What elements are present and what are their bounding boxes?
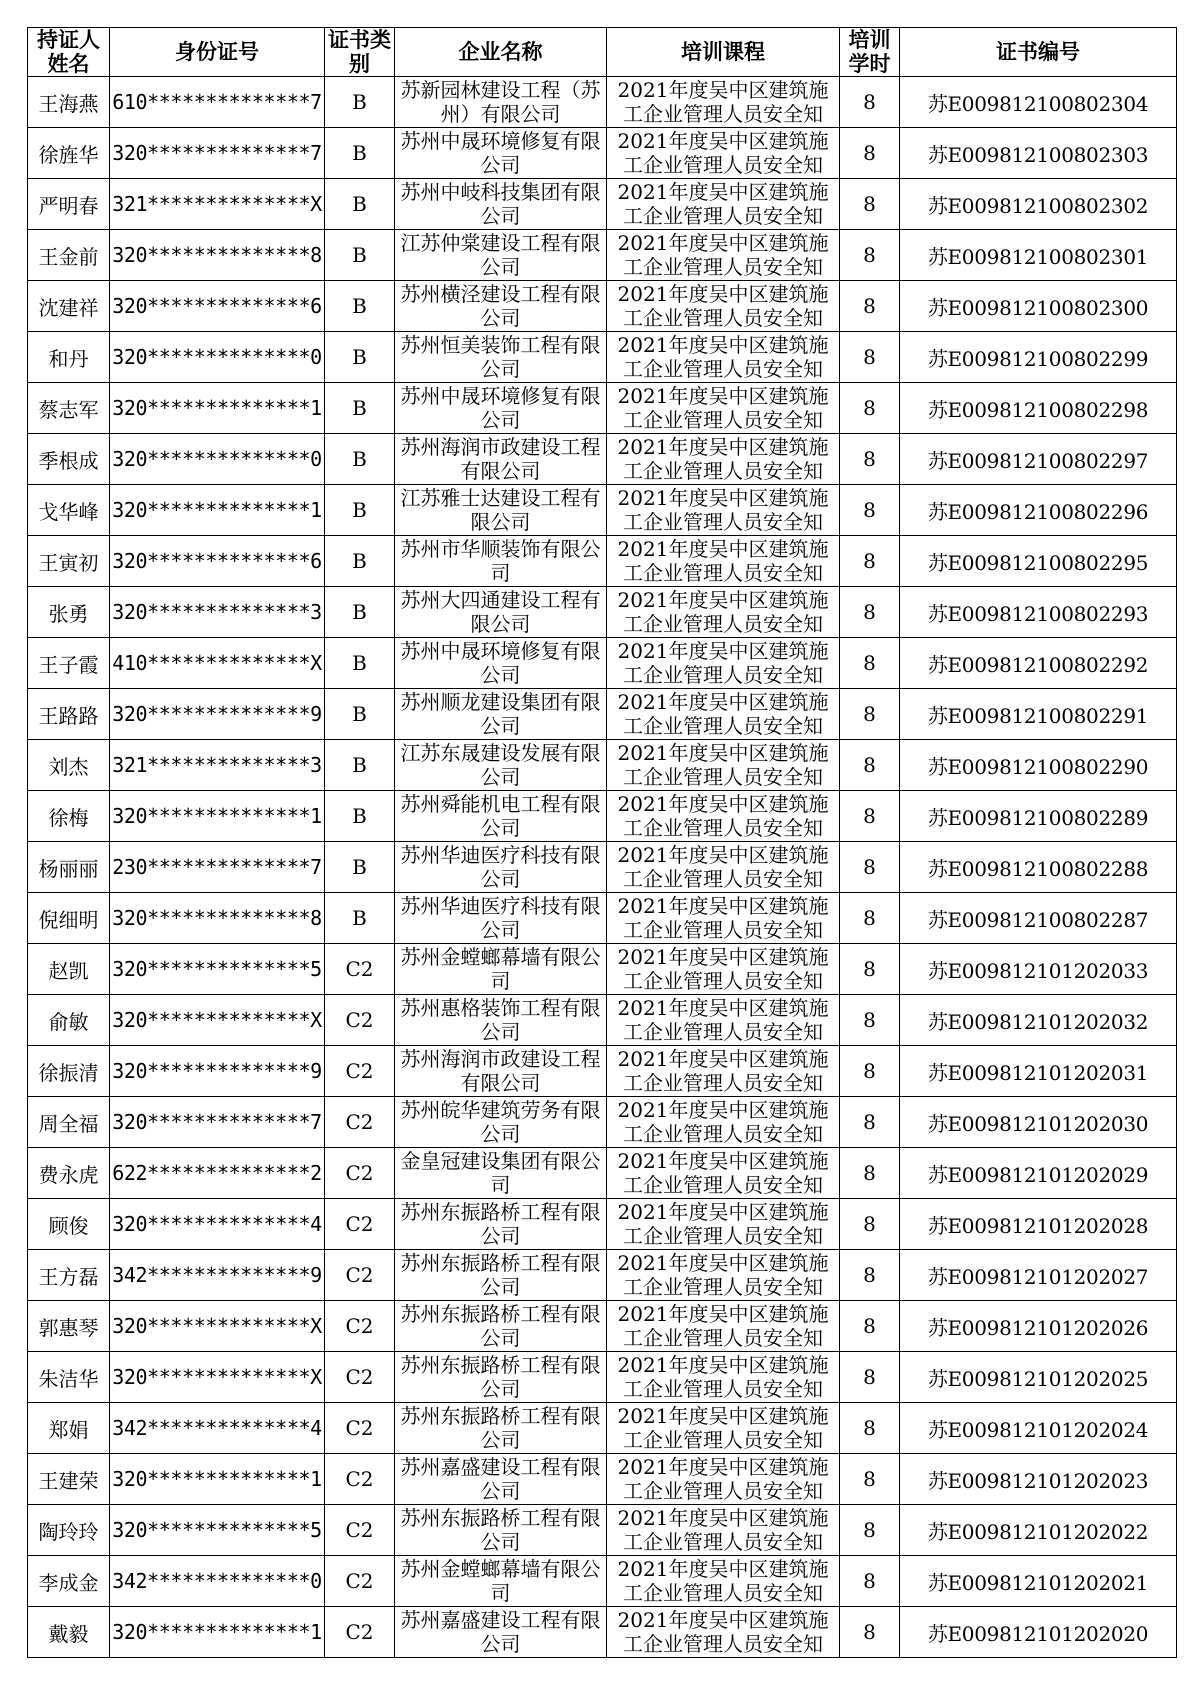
- cert-number-cell: 苏E009812100802301: [900, 230, 1177, 281]
- id-number-cell: 320**************1: [110, 383, 325, 434]
- course-cell: 2021年度吴中区建筑施工企业管理人员安全知: [607, 485, 840, 536]
- cert-type-cell: B: [325, 77, 395, 128]
- id-number-cell: 320**************1: [110, 485, 325, 536]
- course-cell: 2021年度吴中区建筑施工企业管理人员安全知: [607, 1250, 840, 1301]
- id-number-cell: 320**************1: [110, 1607, 325, 1658]
- hours-cell: 8: [840, 485, 900, 536]
- cert-number-cell: 苏E009812101202020: [900, 1607, 1177, 1658]
- cert-number-cell: 苏E009812101202026: [900, 1301, 1177, 1352]
- header-cert-type: 证书类别: [325, 28, 395, 77]
- cert-number-cell: 苏E009812100802297: [900, 434, 1177, 485]
- header-row: [28, 28, 1177, 77]
- cert-type-cell: B: [325, 689, 395, 740]
- holder-name-cell: 严明春: [28, 179, 110, 230]
- holder-name-cell: 王金前: [28, 230, 110, 281]
- course-cell: 2021年度吴中区建筑施工企业管理人员安全知: [607, 1505, 840, 1556]
- cert-number-cell: 苏E009812101202033: [900, 944, 1177, 995]
- holder-name-cell: 陶玲玲: [28, 1505, 110, 1556]
- holder-name-cell: 张勇: [28, 587, 110, 638]
- id-number-cell: 622**************2: [110, 1148, 325, 1199]
- cert-number-cell: 苏E009812101202027: [900, 1250, 1177, 1301]
- company-cell: 苏州横泾建设工程有限公司: [395, 281, 607, 332]
- course-cell: 2021年度吴中区建筑施工企业管理人员安全知: [607, 1148, 840, 1199]
- hours-cell: 8: [840, 281, 900, 332]
- id-number-cell: 320**************1: [110, 791, 325, 842]
- cert-type-cell: C2: [325, 1199, 395, 1250]
- cert-number-cell: 苏E009812100802291: [900, 689, 1177, 740]
- cert-type-cell: C2: [325, 1505, 395, 1556]
- id-number-cell: 320**************6: [110, 536, 325, 587]
- id-number-cell: 320**************4: [110, 1199, 325, 1250]
- table-row: [28, 1556, 1177, 1607]
- company-cell: 苏州海润市政建设工程有限公司: [395, 434, 607, 485]
- cert-type-cell: C2: [325, 1301, 395, 1352]
- hours-cell: 8: [840, 1454, 900, 1505]
- id-number-cell: 320**************8: [110, 893, 325, 944]
- cert-type-cell: C2: [325, 1352, 395, 1403]
- table-row: [28, 791, 1177, 842]
- header-holder-name: 持证人姓名: [28, 28, 110, 77]
- course-cell: 2021年度吴中区建筑施工企业管理人员安全知: [607, 791, 840, 842]
- hours-cell: 8: [840, 1505, 900, 1556]
- table-row: [28, 536, 1177, 587]
- cert-type-cell: B: [325, 230, 395, 281]
- course-cell: 2021年度吴中区建筑施工企业管理人员安全知: [607, 1301, 840, 1352]
- table-row: [28, 383, 1177, 434]
- hours-cell: 8: [840, 179, 900, 230]
- holder-name-cell: 倪细明: [28, 893, 110, 944]
- cert-number-cell: 苏E009812101202023: [900, 1454, 1177, 1505]
- holder-name-cell: 郭惠琴: [28, 1301, 110, 1352]
- table-row: [28, 179, 1177, 230]
- certificate-table: [27, 27, 1177, 1658]
- course-cell: 2021年度吴中区建筑施工企业管理人员安全知: [607, 1607, 840, 1658]
- cert-number-cell: 苏E009812100802293: [900, 587, 1177, 638]
- course-cell: 2021年度吴中区建筑施工企业管理人员安全知: [607, 842, 840, 893]
- id-number-cell: 342**************9: [110, 1250, 325, 1301]
- cert-number-cell: 苏E009812101202030: [900, 1097, 1177, 1148]
- company-cell: 苏州惠格装饰工程有限公司: [395, 995, 607, 1046]
- holder-name-cell: 王海燕: [28, 77, 110, 128]
- id-number-cell: 321**************X: [110, 179, 325, 230]
- company-cell: 苏州舜能机电工程有限公司: [395, 791, 607, 842]
- cert-number-cell: 苏E009812100802304: [900, 77, 1177, 128]
- table-row: [28, 638, 1177, 689]
- company-cell: 苏州东振路桥工程有限公司: [395, 1505, 607, 1556]
- hours-cell: 8: [840, 587, 900, 638]
- holder-name-cell: 费永虎: [28, 1148, 110, 1199]
- course-cell: 2021年度吴中区建筑施工企业管理人员安全知: [607, 536, 840, 587]
- cert-type-cell: B: [325, 587, 395, 638]
- hours-cell: 8: [840, 1046, 900, 1097]
- company-cell: 苏州顺龙建设集团有限公司: [395, 689, 607, 740]
- cert-number-cell: 苏E009812101202032: [900, 995, 1177, 1046]
- holder-name-cell: 俞敏: [28, 995, 110, 1046]
- cert-type-cell: B: [325, 485, 395, 536]
- company-cell: 江苏仲棠建设工程有限公司: [395, 230, 607, 281]
- company-cell: 苏州华迪医疗科技有限公司: [395, 842, 607, 893]
- cert-number-cell: 苏E009812101202025: [900, 1352, 1177, 1403]
- course-cell: 2021年度吴中区建筑施工企业管理人员安全知: [607, 995, 840, 1046]
- cert-number-cell: 苏E009812100802296: [900, 485, 1177, 536]
- header-company: 企业名称: [395, 28, 607, 77]
- table-row: [28, 842, 1177, 893]
- cert-type-cell: B: [325, 842, 395, 893]
- table-row: [28, 485, 1177, 536]
- holder-name-cell: 郑娟: [28, 1403, 110, 1454]
- cert-number-cell: 苏E009812100802287: [900, 893, 1177, 944]
- id-number-cell: 320**************X: [110, 1301, 325, 1352]
- cert-type-cell: C2: [325, 1148, 395, 1199]
- company-cell: 苏州皖华建筑劳务有限公司: [395, 1097, 607, 1148]
- course-cell: 2021年度吴中区建筑施工企业管理人员安全知: [607, 638, 840, 689]
- hours-cell: 8: [840, 434, 900, 485]
- company-cell: 苏州中晟环境修复有限公司: [395, 638, 607, 689]
- course-cell: 2021年度吴中区建筑施工企业管理人员安全知: [607, 1199, 840, 1250]
- cert-type-cell: C2: [325, 995, 395, 1046]
- company-cell: 金皇冠建设集团有限公司: [395, 1148, 607, 1199]
- company-cell: 苏州东振路桥工程有限公司: [395, 1352, 607, 1403]
- cert-number-cell: 苏E009812100802290: [900, 740, 1177, 791]
- id-number-cell: 321**************3: [110, 740, 325, 791]
- table-row: [28, 587, 1177, 638]
- table-row: [28, 77, 1177, 128]
- hours-cell: 8: [840, 791, 900, 842]
- hours-cell: 8: [840, 332, 900, 383]
- header-course: 培训课程: [607, 28, 840, 77]
- holder-name-cell: 徐梅: [28, 791, 110, 842]
- table-row: [28, 1403, 1177, 1454]
- holder-name-cell: 和丹: [28, 332, 110, 383]
- id-number-cell: 320**************6: [110, 281, 325, 332]
- table-row: [28, 1097, 1177, 1148]
- cert-type-cell: C2: [325, 1403, 395, 1454]
- cert-number-cell: 苏E009812100802302: [900, 179, 1177, 230]
- holder-name-cell: 王方磊: [28, 1250, 110, 1301]
- hours-cell: 8: [840, 536, 900, 587]
- holder-name-cell: 王路路: [28, 689, 110, 740]
- company-cell: 苏新园林建设工程（苏州）有限公司: [395, 77, 607, 128]
- company-cell: 苏州金螳螂幕墙有限公司: [395, 944, 607, 995]
- cert-type-cell: B: [325, 893, 395, 944]
- table-row: [28, 995, 1177, 1046]
- course-cell: 2021年度吴中区建筑施工企业管理人员安全知: [607, 740, 840, 791]
- cert-type-cell: C2: [325, 1454, 395, 1505]
- header-cert-number: 证书编号: [900, 28, 1177, 77]
- hours-cell: 8: [840, 77, 900, 128]
- cert-type-cell: B: [325, 128, 395, 179]
- hours-cell: 8: [840, 1250, 900, 1301]
- cert-type-cell: B: [325, 179, 395, 230]
- id-number-cell: 320**************5: [110, 944, 325, 995]
- holder-name-cell: 朱洁华: [28, 1352, 110, 1403]
- cert-number-cell: 苏E009812101202022: [900, 1505, 1177, 1556]
- holder-name-cell: 王建荣: [28, 1454, 110, 1505]
- cert-number-cell: 苏E009812101202031: [900, 1046, 1177, 1097]
- id-number-cell: 320**************1: [110, 1454, 325, 1505]
- id-number-cell: 342**************0: [110, 1556, 325, 1607]
- course-cell: 2021年度吴中区建筑施工企业管理人员安全知: [607, 128, 840, 179]
- hours-cell: 8: [840, 1556, 900, 1607]
- hours-cell: 8: [840, 944, 900, 995]
- holder-name-cell: 戴毅: [28, 1607, 110, 1658]
- table-row: [28, 1352, 1177, 1403]
- course-cell: 2021年度吴中区建筑施工企业管理人员安全知: [607, 1046, 840, 1097]
- course-cell: 2021年度吴中区建筑施工企业管理人员安全知: [607, 281, 840, 332]
- company-cell: 苏州华迪医疗科技有限公司: [395, 893, 607, 944]
- company-cell: 苏州大四通建设工程有限公司: [395, 587, 607, 638]
- company-cell: 苏州中晟环境修复有限公司: [395, 128, 607, 179]
- company-cell: 江苏东晟建设发展有限公司: [395, 740, 607, 791]
- holder-name-cell: 戈华峰: [28, 485, 110, 536]
- cert-number-cell: 苏E009812100802303: [900, 128, 1177, 179]
- hours-cell: 8: [840, 1607, 900, 1658]
- cert-type-cell: C2: [325, 1250, 395, 1301]
- cert-number-cell: 苏E009812101202029: [900, 1148, 1177, 1199]
- table-row: [28, 1148, 1177, 1199]
- holder-name-cell: 杨丽丽: [28, 842, 110, 893]
- hours-cell: 8: [840, 128, 900, 179]
- cert-number-cell: 苏E009812100802299: [900, 332, 1177, 383]
- id-number-cell: 610**************7: [110, 77, 325, 128]
- hours-cell: 8: [840, 842, 900, 893]
- cert-number-cell: 苏E009812100802292: [900, 638, 1177, 689]
- id-number-cell: 320**************7: [110, 128, 325, 179]
- holder-name-cell: 王子霞: [28, 638, 110, 689]
- course-cell: 2021年度吴中区建筑施工企业管理人员安全知: [607, 689, 840, 740]
- course-cell: 2021年度吴中区建筑施工企业管理人员安全知: [607, 434, 840, 485]
- hours-cell: 8: [840, 1097, 900, 1148]
- course-cell: 2021年度吴中区建筑施工企业管理人员安全知: [607, 77, 840, 128]
- id-number-cell: 320**************X: [110, 995, 325, 1046]
- cert-number-cell: 苏E009812100802300: [900, 281, 1177, 332]
- cert-type-cell: B: [325, 740, 395, 791]
- id-number-cell: 320**************8: [110, 230, 325, 281]
- course-cell: 2021年度吴中区建筑施工企业管理人员安全知: [607, 1403, 840, 1454]
- id-number-cell: 342**************4: [110, 1403, 325, 1454]
- company-cell: 苏州恒美装饰工程有限公司: [395, 332, 607, 383]
- table-row: [28, 128, 1177, 179]
- company-cell: 苏州中岐科技集团有限公司: [395, 179, 607, 230]
- hours-cell: 8: [840, 1352, 900, 1403]
- course-cell: 2021年度吴中区建筑施工企业管理人员安全知: [607, 587, 840, 638]
- table-row: [28, 230, 1177, 281]
- table-row: [28, 1301, 1177, 1352]
- cert-type-cell: B: [325, 638, 395, 689]
- id-number-cell: 320**************9: [110, 689, 325, 740]
- cert-type-cell: B: [325, 791, 395, 842]
- hours-cell: 8: [840, 1199, 900, 1250]
- id-number-cell: 230**************7: [110, 842, 325, 893]
- holder-name-cell: 徐旌华: [28, 128, 110, 179]
- cert-number-cell: 苏E009812101202028: [900, 1199, 1177, 1250]
- table-row: [28, 434, 1177, 485]
- company-cell: 苏州东振路桥工程有限公司: [395, 1199, 607, 1250]
- id-number-cell: 320**************0: [110, 434, 325, 485]
- cert-number-cell: 苏E009812100802289: [900, 791, 1177, 842]
- company-cell: 苏州金螳螂幕墙有限公司: [395, 1556, 607, 1607]
- company-cell: 苏州嘉盛建设工程有限公司: [395, 1454, 607, 1505]
- holder-name-cell: 赵凯: [28, 944, 110, 995]
- course-cell: 2021年度吴中区建筑施工企业管理人员安全知: [607, 893, 840, 944]
- hours-cell: 8: [840, 995, 900, 1046]
- table-row: [28, 1607, 1177, 1658]
- id-number-cell: 320**************0: [110, 332, 325, 383]
- company-cell: 苏州海润市政建设工程有限公司: [395, 1046, 607, 1097]
- hours-cell: 8: [840, 689, 900, 740]
- cert-type-cell: B: [325, 281, 395, 332]
- cert-type-cell: B: [325, 383, 395, 434]
- hours-cell: 8: [840, 1403, 900, 1454]
- cert-number-cell: 苏E009812100802298: [900, 383, 1177, 434]
- company-cell: 苏州市华顺装饰有限公司: [395, 536, 607, 587]
- table-row: [28, 281, 1177, 332]
- hours-cell: 8: [840, 740, 900, 791]
- course-cell: 2021年度吴中区建筑施工企业管理人员安全知: [607, 1097, 840, 1148]
- id-number-cell: 320**************7: [110, 1097, 325, 1148]
- table-row: [28, 1199, 1177, 1250]
- id-number-cell: 320**************5: [110, 1505, 325, 1556]
- table-row: [28, 332, 1177, 383]
- cert-number-cell: 苏E009812101202024: [900, 1403, 1177, 1454]
- table-row: [28, 944, 1177, 995]
- holder-name-cell: 顾俊: [28, 1199, 110, 1250]
- cert-type-cell: B: [325, 434, 395, 485]
- cert-number-cell: 苏E009812100802295: [900, 536, 1177, 587]
- company-cell: 苏州东振路桥工程有限公司: [395, 1301, 607, 1352]
- cert-number-cell: 苏E009812101202021: [900, 1556, 1177, 1607]
- course-cell: 2021年度吴中区建筑施工企业管理人员安全知: [607, 1352, 840, 1403]
- table-body: [28, 77, 1177, 1658]
- hours-cell: 8: [840, 230, 900, 281]
- course-cell: 2021年度吴中区建筑施工企业管理人员安全知: [607, 179, 840, 230]
- cert-number-cell: 苏E009812100802288: [900, 842, 1177, 893]
- company-cell: 苏州东振路桥工程有限公司: [395, 1250, 607, 1301]
- holder-name-cell: 刘杰: [28, 740, 110, 791]
- hours-cell: 8: [840, 1148, 900, 1199]
- cert-type-cell: C2: [325, 1556, 395, 1607]
- course-cell: 2021年度吴中区建筑施工企业管理人员安全知: [607, 332, 840, 383]
- company-cell: 苏州嘉盛建设工程有限公司: [395, 1607, 607, 1658]
- table-row: [28, 1046, 1177, 1097]
- table-row: [28, 689, 1177, 740]
- id-number-cell: 320**************X: [110, 1352, 325, 1403]
- holder-name-cell: 王寅初: [28, 536, 110, 587]
- company-cell: 苏州中晟环境修复有限公司: [395, 383, 607, 434]
- course-cell: 2021年度吴中区建筑施工企业管理人员安全知: [607, 1454, 840, 1505]
- holder-name-cell: 周全福: [28, 1097, 110, 1148]
- company-cell: 苏州东振路桥工程有限公司: [395, 1403, 607, 1454]
- course-cell: 2021年度吴中区建筑施工企业管理人员安全知: [607, 1556, 840, 1607]
- header-id-number: 身份证号: [110, 28, 325, 77]
- company-cell: 江苏雅士达建设工程有限公司: [395, 485, 607, 536]
- cert-type-cell: B: [325, 536, 395, 587]
- cert-type-cell: C2: [325, 1046, 395, 1097]
- table-row: [28, 740, 1177, 791]
- holder-name-cell: 李成金: [28, 1556, 110, 1607]
- id-number-cell: 410**************X: [110, 638, 325, 689]
- course-cell: 2021年度吴中区建筑施工企业管理人员安全知: [607, 383, 840, 434]
- table-row: [28, 1454, 1177, 1505]
- table-row: [28, 893, 1177, 944]
- course-cell: 2021年度吴中区建筑施工企业管理人员安全知: [607, 944, 840, 995]
- holder-name-cell: 沈建祥: [28, 281, 110, 332]
- hours-cell: 8: [840, 638, 900, 689]
- course-cell: 2021年度吴中区建筑施工企业管理人员安全知: [607, 230, 840, 281]
- table-row: [28, 1505, 1177, 1556]
- hours-cell: 8: [840, 1301, 900, 1352]
- hours-cell: 8: [840, 383, 900, 434]
- id-number-cell: 320**************3: [110, 587, 325, 638]
- id-number-cell: 320**************9: [110, 1046, 325, 1097]
- hours-cell: 8: [840, 893, 900, 944]
- holder-name-cell: 季根成: [28, 434, 110, 485]
- holder-name-cell: 蔡志军: [28, 383, 110, 434]
- holder-name-cell: 徐振清: [28, 1046, 110, 1097]
- cert-type-cell: C2: [325, 1607, 395, 1658]
- cert-type-cell: B: [325, 332, 395, 383]
- cert-type-cell: C2: [325, 1097, 395, 1148]
- header-hours: 培训学时: [840, 28, 900, 77]
- table-row: [28, 1250, 1177, 1301]
- cert-type-cell: C2: [325, 944, 395, 995]
